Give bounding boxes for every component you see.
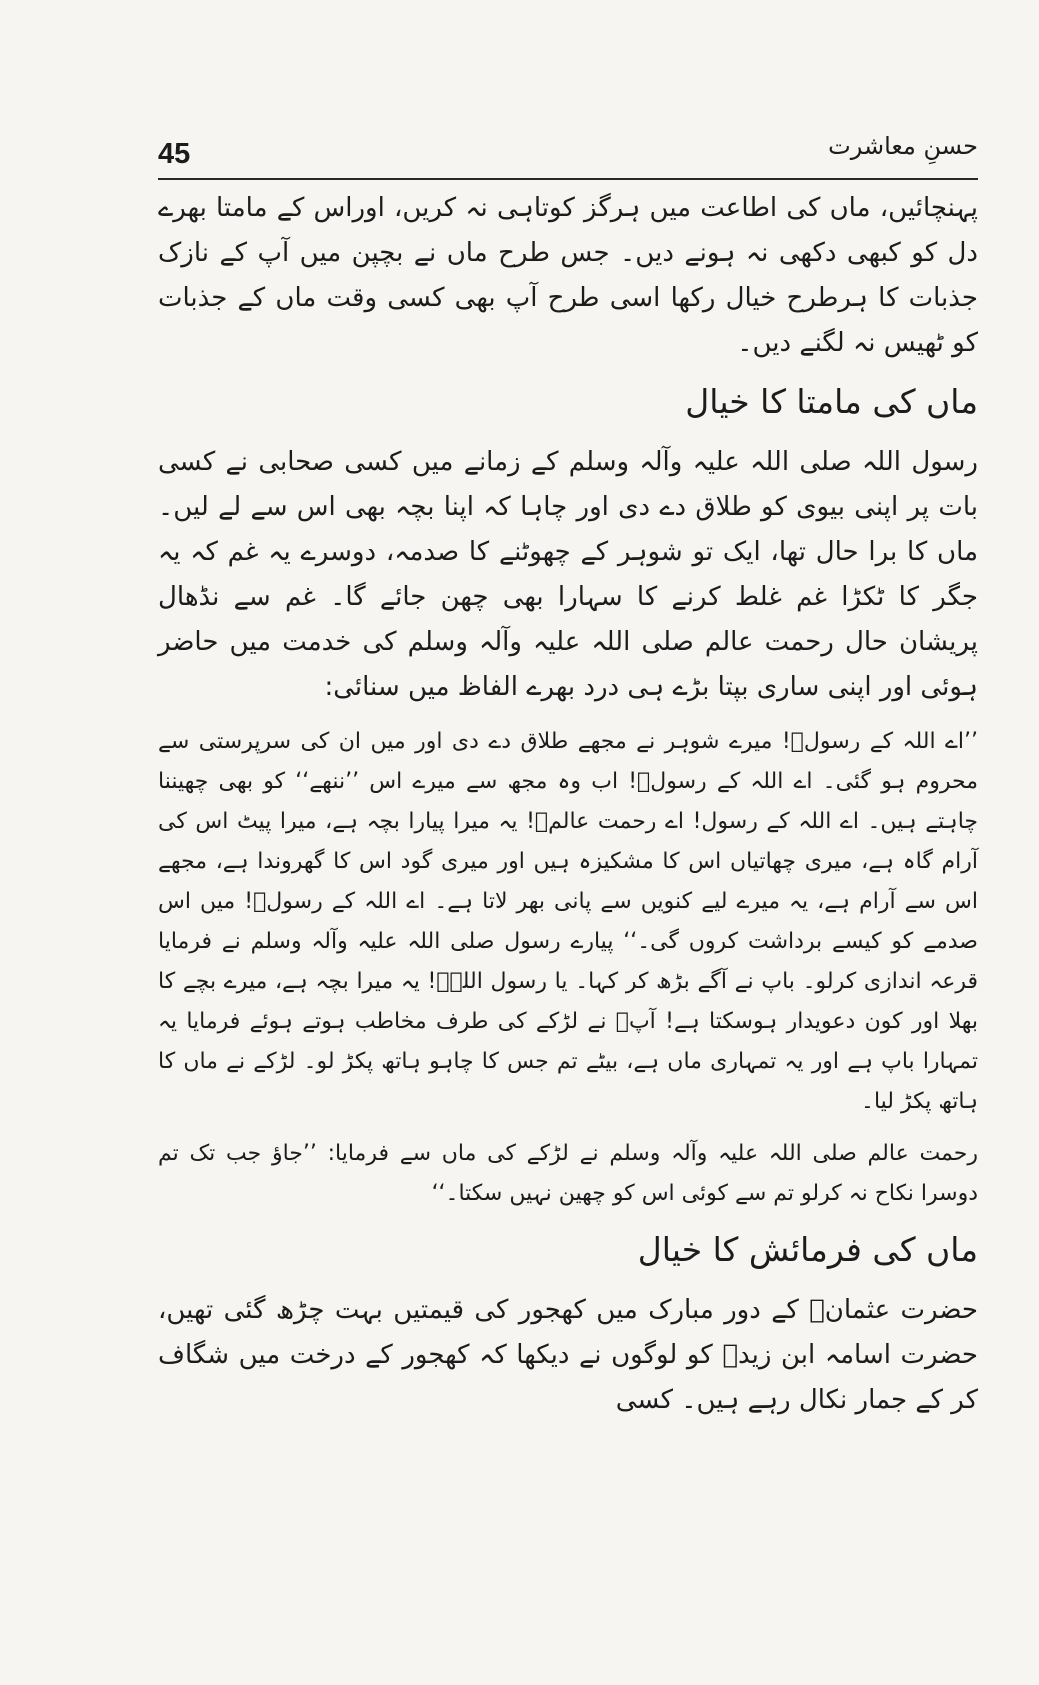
- page-header: [158, 132, 978, 178]
- header-rule: [158, 178, 978, 180]
- section1-conclusion: رحمت عالم صلی اللہ علیہ وآلہ وسلم نے لڑکے کی ماں سے فرمایا: ’’جاؤ جب تک تم دوسرا نکاح نہ کرلو تم سے کوئی اس کو چھین نہیں سکتا۔‘‘: [158, 1141, 978, 1206]
- page-content: [158, 186, 978, 1423]
- page-number: 45: [158, 138, 191, 170]
- section1-quote: ’’اے اللہ کے رسولؐ! میرے شوہر نے مجھے طلاق دے دی اور میں ان کی سرپرستی سے محروم ہو گئی۔ اے اللہ کے رسولؐ! اب وہ مجھ سے میرے اس ’’ننھے‘‘ کو بھی چھیننا چاہتے ہیں۔ اے اللہ کے رسول! اے رحمت عالمؐ! یہ میرا پیارا بچہ ہے، میرا پیٹ اس کی آرام گاہ ہے، میری چھاتیاں اس کا مشکیزہ ہیں اور میری گود اس کا گھروندا ہے، مجھے اس سے آرام ہے، یہ میرے لیے کنویں سے پانی بھر لاتا ہے۔ اے اللہ کے رسولؐ! میں اس صدمے کو کیسے برداشت کروں گی۔‘‘ پیارے رسول صلی اللہ علیہ وآلہ وسلم نے فرمایا قرعہ اندازی کرلو۔ باپ نے آگے بڑھ کر کہا۔ یا رسول اللہؐ! یہ میرا بچہ ہے، میرے بچے کا بھلا اور کون دعویدار ہوسکتا ہے! آپؐ نے لڑکے کی طرف مخاطب ہوتے ہوئے فرمایا یہ تمہارا باپ ہے اور یہ تمہاری ماں ہے، بیٹے تم جس کا چاہو ہاتھ پکڑ لو۔ لڑکے نے ماں کا ہاتھ پکڑ لیا۔: [158, 729, 978, 1114]
- intro-paragraph: پہنچائیں، ماں کی اطاعت میں ہرگز کوتاہی نہ کریں، اوراس کے مامتا بھرے دل کو کبھی دکھی نہ ہونے دیں۔ جس طرح ماں نے بچپن میں آپ کے نازک جذبات کا ہرطرح خیال رکھا اسی طرح آپ بھی کسی وقت ماں کے جذبات کو ٹھیس نہ لگنے دیں۔: [158, 193, 978, 358]
- section-heading-mother-request: ماں کی فرمائش کا خیال: [637, 1230, 978, 1269]
- section2-paragraph: حضرت عثمانؓ کے دور مبارک میں کھجور کی قیمتیں بہت چڑھ گئی تھیں، حضرت اسامہ ابن زیدؓ کو لوگوں نے دیکھا کہ کھجور کے درخت میں شگاف کر کے جمار نکال رہے ہیں۔ کسی: [158, 1295, 978, 1415]
- book-title: حسنِ معاشرت: [828, 132, 978, 160]
- section-heading-mother-affection: ماں کی مامتا کا خیال: [685, 382, 978, 421]
- section1-paragraph: رسول اللہ صلی اللہ علیہ وآلہ وسلم کے زمانے میں کسی صحابی نے کسی بات پر اپنی بیوی کو طلاق دے دی اور چاہا کہ اپنا بچہ بھی اس سے لے لیں۔ ماں کا برا حال تھا، ایک تو شوہر کے چھوٹنے کا صدمہ، دوسرے یہ غم کہ یہ جگر کا ٹکڑا غم غلط کرنے کا سہارا بھی چھن جائے گا۔ غم سے نڈھال پریشان حال رحمت عالم صلی اللہ علیہ وآلہ وسلم کی خدمت میں حاضر ہوئی اور اپنی ساری بپتا بڑے ہی درد بھرے الفاظ میں سنائی:: [158, 447, 978, 702]
